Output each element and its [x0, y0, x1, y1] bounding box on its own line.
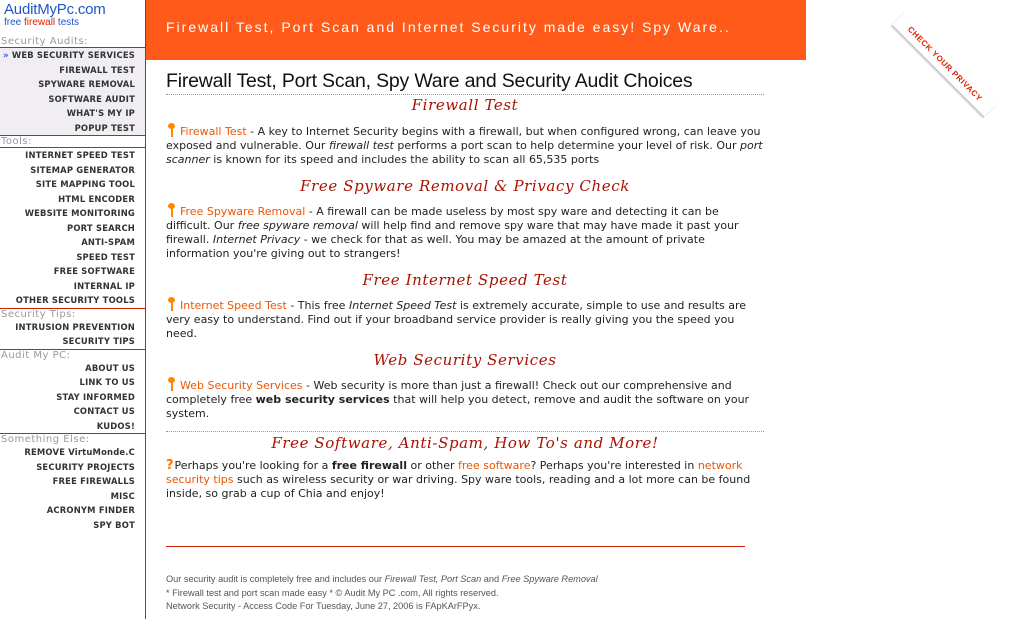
banner-text: Firewall Test, Port Scan and Internet Security made easy! Spy Ware..	[166, 19, 731, 35]
section-title-speed-test: Free Internet Speed Test	[362, 271, 568, 289]
arrow-icon: »	[2, 51, 9, 61]
nav-group-audit-my-pc	[0, 349, 145, 434]
link-free-spyware-removal[interactable]: Free Spyware Removal	[180, 205, 306, 218]
nav-spy-bot[interactable]: SPY BOT	[93, 519, 135, 530]
nav-stay-informed[interactable]: STAY INFORMED	[56, 391, 135, 402]
nav-intrusion-prevention[interactable]: INTRUSION PREVENTION	[15, 321, 135, 332]
section-text-speed-test: Internet Speed Test - This free Internet Speed Test is extremely accurate, simple to use and results are very easy to understand. Find out if your broadband service provider is really giving you the speed you need.	[166, 299, 747, 340]
section-heading-audits: Security Audits:	[1, 36, 89, 47]
footer-line-3: Network Security - Access Code For Tuesday, June 27, 2006 is FApKArFPyx.	[166, 601, 481, 611]
nav-web-security-services[interactable]: » WEB SECURITY SERVICES	[2, 50, 135, 61]
section-text-free-software: ?Perhaps you're looking for a free firewall or other free software? Perhaps you're interested in network security tips such as wireless security or war driving. Spy ware tools, reading and a lot more can be found inside, so grab a cup of Chia and enjoy!	[166, 458, 751, 500]
nav-site-mapping-tool[interactable]: SITE MAPPING TOOL	[35, 179, 135, 189]
nav-anti-spam[interactable]: ANTI-SPAM	[81, 237, 135, 247]
section-title-firewall-test: Firewall Test	[411, 96, 519, 114]
link-firewall-test[interactable]: Firewall Test	[180, 125, 247, 138]
nav-spyware-removal[interactable]: SPYWARE REMOVAL	[38, 79, 135, 89]
nav-website-monitoring[interactable]: WEBSITE MONITORING	[24, 208, 135, 218]
content-end-divider	[166, 546, 745, 547]
logo-tagline: free firewall tests	[4, 17, 80, 28]
section-heading-audit-my-pc: Audit My PC:	[1, 349, 71, 361]
header-banner	[146, 0, 806, 60]
nav-free-software[interactable]: FREE SOFTWARE	[53, 266, 135, 276]
nav-kudos[interactable]: KUDOS!	[96, 420, 135, 431]
section-title-spyware-removal: Free Spyware Removal & Privacy Check	[300, 177, 630, 195]
question-mark-icon: ?	[166, 458, 174, 473]
nav-misc[interactable]: MISC	[110, 490, 135, 501]
section-text-spyware-removal: Free Spyware Removal - A firewall can be made useless by most spy ware and detecting it can be difficult. Our free spyware removal will help find and remove spy ware that may have made it past your firewall. Internet Privacy - we check for that as well. You may be amazed at the amount of private information you're giving out to strangers!	[166, 205, 739, 260]
link-web-security-services[interactable]: Web Security Services	[180, 379, 303, 392]
link-free-software[interactable]: free software	[458, 459, 531, 472]
nav-group-tips	[0, 308, 145, 349]
nav-internet-speed-test[interactable]: INTERNET SPEED TEST	[25, 150, 135, 160]
section-text-firewall-test: Firewall Test - A key to Internet Security begins with a firewall, but when configured wrong, can leave you exposed and vulnerable. Our firewall test performs a port scan to help determine your level of risk. Our port scanner is known for its speed and includes the ability to scan all 65,535 ports	[166, 125, 763, 166]
key-icon	[166, 297, 178, 311]
footer	[166, 573, 598, 614]
nav-acronym-finder[interactable]: ACRONYM FINDER	[46, 505, 135, 515]
section-heading-tools: Tools:	[1, 136, 33, 147]
nav-contact-us[interactable]: CONTACT US	[73, 406, 135, 416]
link-network-security-tips[interactable]: network security tips	[166, 459, 743, 486]
nav-speed-test[interactable]: SPEED TEST	[76, 251, 135, 262]
section-heading-tips: Security Tips:	[1, 308, 76, 320]
nav-link-to-us[interactable]: LINK TO US	[79, 377, 135, 387]
section-heading-something-else: Something Else:	[1, 434, 90, 445]
main-content	[166, 68, 764, 501]
footer-line-1: Our security audit is completely free and includes our Firewall Test, Port Scan and Free Spyware Removal	[166, 574, 598, 584]
nav-group-audits	[0, 47, 145, 136]
site-logo[interactable]	[0, 0, 145, 36]
key-icon	[166, 203, 178, 217]
nav-internal-ip[interactable]: INTERNAL IP	[73, 280, 135, 291]
privacy-ribbon[interactable]	[892, 12, 997, 117]
nav-other-security-tools[interactable]: OTHER SECURITY TOOLS	[15, 295, 135, 305]
nav-free-firewalls[interactable]: FREE FIREWALLS	[52, 476, 135, 486]
section-text-web-security: Web Security Services - Web security is more than just a firewall! Check out our comprehensive and completely free web security services that will help you detect, remove and audit the software on your system.	[166, 379, 750, 420]
key-icon	[166, 123, 178, 137]
nav-port-search[interactable]: PORT SEARCH	[67, 222, 135, 233]
nav-html-encoder[interactable]: HTML ENCODER	[58, 193, 135, 204]
nav-firewall-test[interactable]: FIREWALL TEST	[59, 64, 135, 75]
nav-group-something-else	[0, 433, 145, 532]
key-icon	[166, 377, 178, 391]
nav-popup-test[interactable]: POPUP TEST	[74, 122, 135, 133]
privacy-ribbon-label[interactable]: CHECK YOUR PRIVACY	[905, 24, 985, 104]
nav-whats-my-ip[interactable]: WHAT'S MY IP	[66, 108, 135, 118]
footer-line-2: * Firewall test and port scan made easy * © Audit My PC .com, All rights reserved.	[166, 587, 499, 598]
section-title-free-software: Free Software, Anti-Spam, How To's and More!	[271, 434, 659, 452]
nav-software-audit[interactable]: SOFTWARE AUDIT	[48, 93, 135, 104]
section-divider	[166, 431, 764, 432]
link-internet-speed-test[interactable]: Internet Speed Test	[180, 299, 287, 312]
nav-security-tips[interactable]: SECURITY TIPS	[62, 336, 135, 346]
nav-remove-virtumonde[interactable]: REMOVE VirtuMonde.C	[24, 447, 135, 457]
sidebar	[0, 0, 146, 619]
page-title: Firewall Test, Port Scan, Spy Ware and Security Audit Choices	[166, 68, 764, 95]
logo-brand[interactable]: AuditMyPc.com	[4, 1, 106, 18]
nav-sitemap-generator[interactable]: SITEMAP GENERATOR	[30, 164, 135, 175]
nav-about-us[interactable]: ABOUT US	[85, 362, 135, 373]
nav-security-projects[interactable]: SECURITY PROJECTS	[36, 461, 135, 472]
nav-group-tools	[0, 147, 145, 308]
section-title-web-security: Web Security Services	[373, 351, 557, 369]
